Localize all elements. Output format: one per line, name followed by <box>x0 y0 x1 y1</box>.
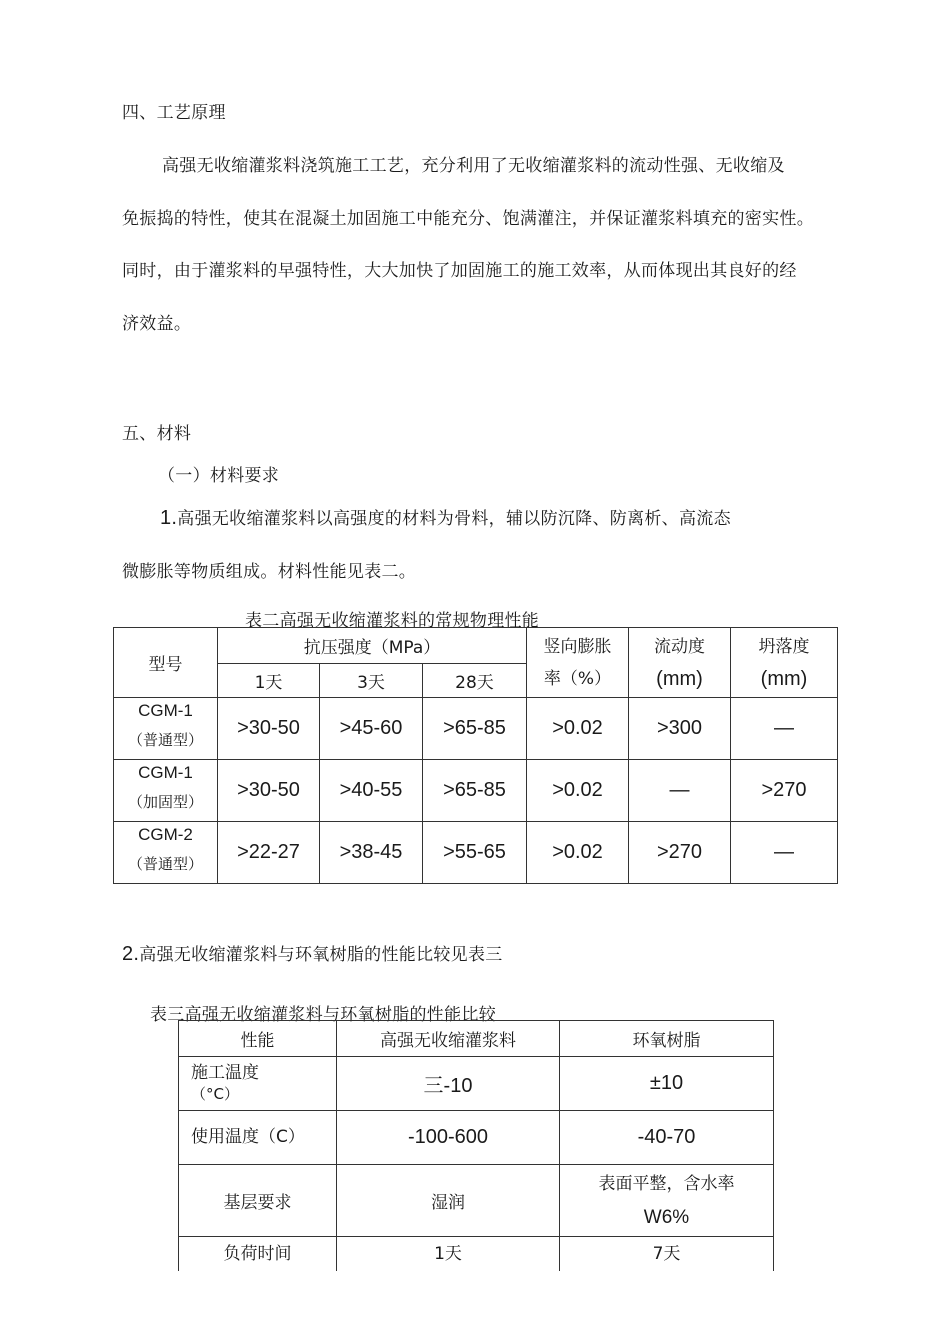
table3-header-epoxy: 环氧树脂 <box>560 1021 774 1057</box>
item1-line-2: 微膨胀等物质组成。材料性能见表二。 <box>122 562 417 582</box>
model-code: CGM-1 <box>138 701 193 720</box>
table2-header-slump-1: 坍落度 <box>758 636 810 657</box>
table2-cell-day28: >65-85 <box>423 698 527 760</box>
table2-header-slump-2: (mm) <box>760 667 808 690</box>
table2-cell-day1: >30-50 <box>218 698 320 760</box>
table2-cell-flow: — <box>629 760 731 822</box>
table2-header-flow-2: (mm) <box>656 667 703 690</box>
section5-subheading: （一）材料要求 <box>158 466 280 486</box>
table2-cell-slump: >270 <box>731 760 838 822</box>
table-row <box>114 698 838 760</box>
model-type: （普通型） <box>127 731 203 749</box>
table2-header-flow <box>629 628 731 698</box>
table3-header-property: 性能 <box>179 1021 337 1057</box>
table3-cell-load-time-label: 负荷时间 <box>179 1237 337 1271</box>
table3-cell-construction-temp-epoxy: ±10 <box>560 1057 774 1111</box>
table2-cell-day1: >30-50 <box>218 760 320 822</box>
table2-cell-expansion: >0.02 <box>527 822 629 884</box>
table2-cell-day1: >22-27 <box>218 822 320 884</box>
table2-cell-flow: >270 <box>629 822 731 884</box>
table2-cell-day3: >45-60 <box>320 698 423 760</box>
section4-line-3: 同时，由于灌浆料的早强特性，大大加快了加固施工的施工效率，从而体现出其良好的经 <box>122 261 797 281</box>
epoxy-line-1: 表面平整，含水率 <box>598 1173 735 1194</box>
model-type: （加固型） <box>127 793 203 811</box>
section5-heading: 五、材料 <box>122 424 192 444</box>
table2-cell-flow: >300 <box>629 698 731 760</box>
model-code: CGM-1 <box>138 763 193 782</box>
epoxy-line-2: W6% <box>643 1206 690 1228</box>
item2-number: 2. <box>122 943 140 965</box>
table2 <box>113 627 838 884</box>
table2-cell-model <box>114 822 218 884</box>
table2-cell-model <box>114 698 218 760</box>
item1-line-1 <box>160 504 731 530</box>
label-line-2: （°C） <box>191 1084 239 1103</box>
model-type: （普通型） <box>127 855 203 873</box>
model-code: CGM-2 <box>138 825 193 844</box>
table-row <box>179 1237 774 1271</box>
table-row <box>114 822 838 884</box>
table3-cell-service-temp-label: 使用温度（C） <box>179 1111 337 1165</box>
table-row <box>114 760 838 822</box>
section4-heading: 四、工艺原理 <box>122 103 226 123</box>
table3-cell-substrate-label: 基层要求 <box>179 1165 337 1237</box>
table3-cell-construction-temp-label <box>179 1057 337 1111</box>
table3-caption: 表三高强无收缩灌浆料与环氧树脂的性能比较 <box>150 1005 496 1025</box>
table3-cell-load-time-grout: 1天 <box>337 1237 560 1271</box>
table2-cell-expansion: >0.02 <box>527 760 629 822</box>
table3-cell-substrate-epoxy <box>560 1165 774 1237</box>
table2-header-expansion-1: 竖向膨胀 <box>543 636 612 657</box>
table-row <box>179 1057 774 1111</box>
label-line-1: 施工温度 <box>191 1062 259 1083</box>
table2-cell-day3: >38-45 <box>320 822 423 884</box>
section4-line-4: 济效益。 <box>122 314 192 334</box>
table2-caption: 表二高强无收缩灌浆料的常规物理性能 <box>245 611 540 631</box>
table2-header-day3: 3天 <box>320 664 423 698</box>
table2-cell-day28: >65-85 <box>423 760 527 822</box>
item2-text: 高强无收缩灌浆料与环氧树脂的性能比较见表三 <box>139 945 503 965</box>
table2-cell-slump: — <box>731 698 838 760</box>
table-row <box>179 1021 774 1057</box>
table-row <box>179 1165 774 1237</box>
table2-header-day1: 1天 <box>218 664 320 698</box>
table3-header-grout: 高强无收缩灌浆料 <box>337 1021 560 1057</box>
section4-line-2: 免振捣的特性，使其在混凝土加固施工中能充分、饱满灌注，并保证灌浆料填充的密实性。 <box>122 209 814 229</box>
table2-header-day28: 28天 <box>423 664 527 698</box>
table2-cell-model <box>114 760 218 822</box>
table2-cell-day28: >55-65 <box>423 822 527 884</box>
item2-line <box>122 940 503 966</box>
table2-header-model: 型号 <box>114 628 218 698</box>
table2-header-slump <box>731 628 838 698</box>
section4-line-1: 高强无收缩灌浆料浇筑施工工艺，充分利用了无收缩灌浆料的流动性强、无收缩及 <box>162 156 785 176</box>
table2-cell-expansion: >0.02 <box>527 698 629 760</box>
table-row <box>179 1111 774 1165</box>
table3-cell-service-temp-epoxy: -40-70 <box>560 1111 774 1165</box>
table3-cell-substrate-grout: 湿润 <box>337 1165 560 1237</box>
table2-header-expansion <box>527 628 629 698</box>
table3 <box>178 1020 774 1271</box>
table3-cell-service-temp-grout: -100-600 <box>337 1111 560 1165</box>
table2-header-flow-1: 流动度 <box>654 636 705 657</box>
table2-header-strength: 抗压强度（MPa） <box>218 628 527 664</box>
item1-text: 高强无收缩灌浆料以高强度的材料为骨料，辅以防沉降、防离析、高流态 <box>177 509 731 529</box>
table2-cell-slump: — <box>731 822 838 884</box>
item1-number: 1. <box>160 507 178 529</box>
table3-cell-construction-temp-grout: 三-10 <box>337 1057 560 1111</box>
table3-cell-load-time-epoxy: 7天 <box>560 1237 774 1271</box>
table2-header-expansion-2: 率（%） <box>543 668 612 689</box>
table2-cell-day3: >40-55 <box>320 760 423 822</box>
